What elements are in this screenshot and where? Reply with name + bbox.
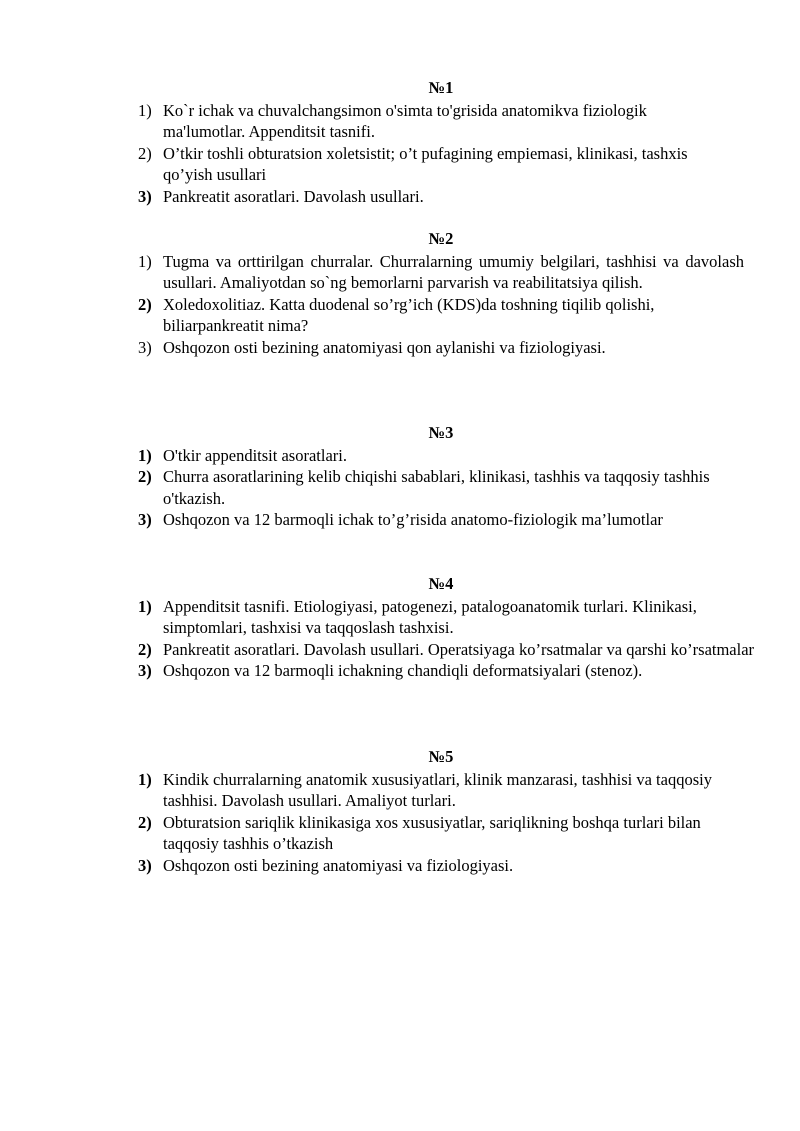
question-2: [138, 466, 745, 509]
question-3: [138, 509, 663, 531]
question-number: 1): [138, 251, 152, 271]
question-1: [138, 769, 733, 812]
question-2: [138, 143, 723, 186]
question-text: Oshqozon osti bezining anatomiyasi qon aylanishi va fiziologiyasi.: [163, 337, 606, 357]
question-text: Churra asoratlarining kelib chiqishi sabablari, klinikasi, tashhis va taqqosiy tashhis o'tkazish.: [163, 467, 710, 508]
ticket-title: №3: [428, 423, 454, 442]
question-number: 3): [138, 186, 152, 206]
question-text: O’tkir toshli obturatsion xoletsistit; o’t pufagining empiemasi, klinikasi, tashxis qo’yish usullari: [163, 143, 688, 184]
question-number: 3): [138, 510, 152, 529]
question-text: Oshqozon va 12 barmoqli ichak to’g’risida anatomo-fiziologik ma’lumotlar: [163, 510, 663, 529]
question-number: 1): [138, 596, 152, 616]
question-3: [138, 186, 744, 208]
question-number: 2): [138, 812, 152, 832]
question-number: 1): [138, 769, 152, 789]
question-text: Xoledoxolitiaz. Katta duodenal so’rg’ich (KDS)da toshning tiqilib qolishi, biliarpankreatit nima?: [163, 294, 655, 335]
question-text: Appenditsit tasnifi. Etiologiyasi, patogenezi, patalogoanatomik turlari. Klinikasi, simptomlari, tashxisi va taqqoslash tashxisi.: [163, 596, 697, 637]
question-text: Oshqozon va 12 barmoqli ichakning chandiqli deformatsiyalari (stenoz).: [163, 661, 643, 680]
question-number: 1): [138, 445, 152, 465]
question-2: [138, 294, 743, 337]
question-text: Oshqozon osti bezining anatomiyasi va fiziologiyasi.: [163, 855, 514, 875]
ticket-1: [138, 77, 744, 207]
ticket-5: [138, 746, 744, 876]
question-2: [138, 639, 755, 661]
question-1: [138, 100, 723, 143]
question-text: Pankreatit asoratlari. Davolash usullari.: [163, 186, 424, 206]
question-3: [138, 855, 744, 877]
ticket-4: [138, 573, 755, 682]
question-number: 2): [138, 467, 152, 486]
question-2: [138, 812, 748, 855]
ticket-3: [138, 422, 744, 531]
question-text: Kindik churralarning anatomik xususiyatlari, klinik manzarasi, tashhisi va taqqosiy tashhisi. Davolash usullari. Amaliyot turlari.: [163, 769, 712, 810]
question-number: 2): [138, 294, 152, 314]
ticket-title: №1: [428, 78, 454, 97]
ticket-title: №5: [428, 747, 454, 766]
question-number: 3): [138, 855, 152, 875]
question-number: 1): [138, 100, 152, 120]
question-text: Pankreatit asoratlari. Davolash usullari. Operatsiyaga ko’rsatmalar va qarshi ko’rsatmalar: [163, 639, 755, 659]
question-1: [138, 596, 731, 639]
question-number: 2): [138, 143, 152, 163]
question-number: 2): [138, 639, 152, 659]
question-1: [138, 251, 744, 294]
ticket-2: [138, 228, 744, 358]
ticket-title: №2: [428, 229, 454, 248]
question-text: Obturatsion sariqlik klinikasiga xos xususiyatlar, sariqlikning boshqa turlari bilan taqqosiy tashhis o’tkazish: [163, 812, 701, 853]
question-3: [138, 337, 744, 359]
question-number: 3): [138, 661, 152, 680]
question-number: 3): [138, 337, 152, 357]
question-1: [138, 445, 744, 467]
question-text: O'tkir appenditsit asoratlari.: [163, 445, 347, 465]
question-3: [138, 660, 744, 682]
question-text: Ko`r ichak va chuvalchangsimon o'simta to'grisida anatomikva fiziologik ma'lumotlar. Appenditsit tasnifi.: [163, 100, 647, 141]
question-text: Tugma va orttirilgan churralar. Churralarning umumiy belgilari, tashhisi va davolash usullari. Amaliyotdan so`ng bemorlarni parvarish va reabilitatsiya qilish.: [163, 251, 744, 292]
ticket-title: №4: [428, 574, 454, 593]
